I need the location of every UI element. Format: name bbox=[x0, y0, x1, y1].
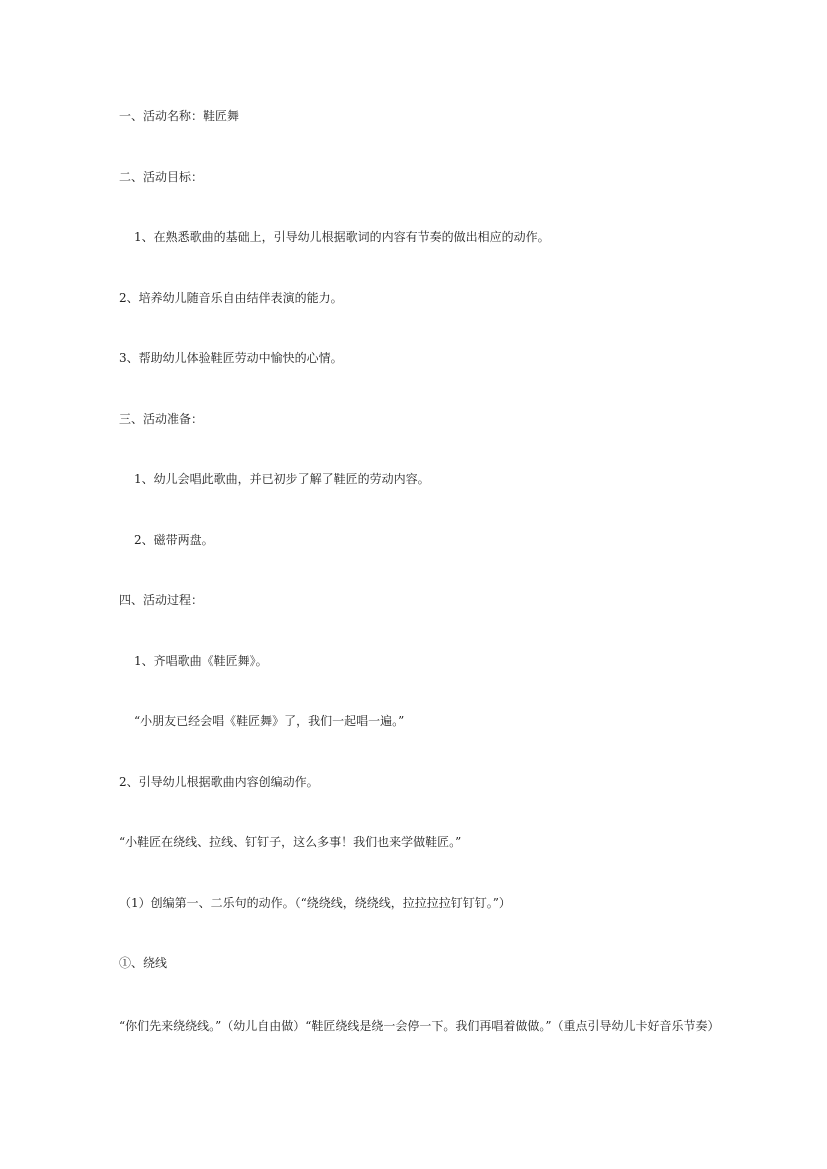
preparation-item-2: 2、磁带两盘。 bbox=[134, 533, 214, 547]
goal-item-2: 2、培养幼儿随音乐自由结伴表演的能力。 bbox=[119, 291, 343, 305]
goal-item-3: 3、帮助幼儿体验鞋匠劳动中愉快的心情。 bbox=[119, 351, 343, 365]
process-substep-winding: ①、绕线 bbox=[119, 956, 168, 970]
process-step-2: 2、引导幼儿根据歌曲内容创编动作。 bbox=[119, 775, 319, 789]
preparation-item-1: 1、幼儿会唱此歌曲，并已初步了解了鞋匠的劳动内容。 bbox=[134, 472, 430, 486]
process-quote-1: “小朋友已经会唱《鞋匠舞》了，我们一起唱一遍。” bbox=[134, 714, 405, 728]
process-step-1: 1、齐唱歌曲《鞋匠舞》。 bbox=[134, 654, 268, 668]
section-heading-activity-process: 四、活动过程： bbox=[119, 593, 204, 607]
process-quote-3: “你们先来绕绕线。”（幼儿自由做）“鞋匠绕线是绕一会停一下。我们再唱着做做。”（重点引导幼儿卡好音乐节奏） bbox=[119, 1019, 720, 1033]
section-heading-activity-preparation: 三、活动准备： bbox=[119, 412, 204, 426]
section-heading-activity-goals: 二、活动目标： bbox=[119, 170, 204, 184]
goal-item-1: 1、在熟悉歌曲的基础上，引导幼儿根据歌词的内容有节奏的做出相应的动作。 bbox=[134, 230, 550, 244]
process-substep-1: （1）创编第一、二乐句的动作。（“绕绕线，绕绕线，拉拉拉拉钉钉钉。”） bbox=[119, 896, 511, 910]
section-heading-activity-name: 一、活动名称：鞋匠舞 bbox=[119, 109, 240, 123]
process-quote-2: “小鞋匠在绕线、拉线、钉钉子，这么多事！我们也来学做鞋匠。” bbox=[119, 835, 462, 849]
